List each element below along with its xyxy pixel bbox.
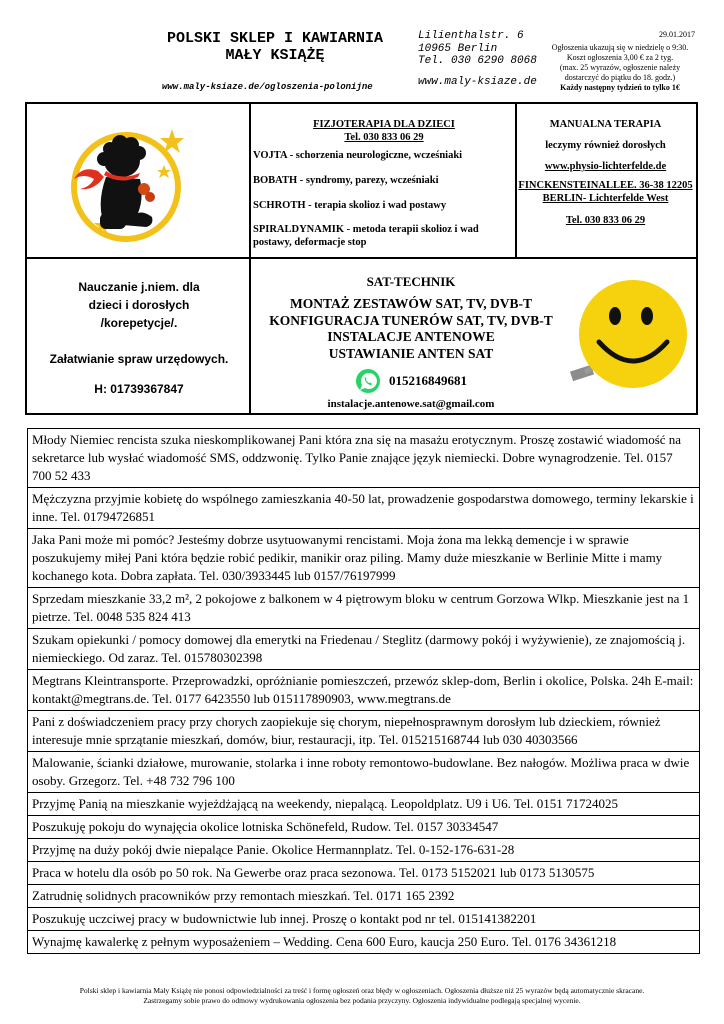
shop-title-line1: POLSKI SKLEP I KAWIARNIA [166, 30, 384, 47]
manual-therapy-ad [518, 118, 693, 227]
info-line: Koszt ogłoszenia 3,00 € za 2 tyg. [566, 53, 674, 62]
sat-line: INSTALACJE ANTENOWE [327, 329, 495, 344]
physio-title: FIZJOTERAPIA DLA DZIECI [313, 119, 455, 130]
tutoring-ad [30, 278, 248, 398]
manual-title: MANUALNA TERAPIA [549, 119, 662, 130]
manual-phone: Tel. 030 833 06 29 [565, 215, 646, 226]
footer-disclaimer [20, 986, 704, 1006]
ad-pricing-info [545, 30, 695, 93]
grid-divider [515, 104, 517, 257]
classified-ad: Mężczyzna przyjmie kobietę do wspólnego zamieszkania 40-50 lat, prowadzenie gospodarstwa domowego, terminy lekarskie i inne. Tel. 01794726851 [28, 487, 699, 528]
whatsapp-icon [355, 368, 381, 394]
grid-divider [27, 257, 696, 259]
info-line: (max. 25 wyrazów, ogłoszenie należy [559, 63, 681, 72]
classified-ad: Wynajmę kawalerkę z pełnym wyposażeniem – Wedding. Cena 600 Euro, kaucja 250 Euro. Tel. 0176 34361218 [28, 930, 699, 953]
tutor-line: Załatwianie spraw urzędowych. [49, 352, 229, 366]
info-line: Ogłoszenia ukazują się w niedzielę o 9:30. [551, 43, 689, 52]
classified-ad: Malowanie, ścianki działowe, murowanie, stolarka i inne roboty remontowo-budowlane. Bez nałogów. Możliwa praca w dwie osoby. Grzegorz. Tel. +48 732 796 100 [28, 751, 699, 792]
tutor-phone: H: 01739367847 [94, 382, 184, 396]
little-prince-logo [60, 115, 200, 255]
sat-phone: 015216849681 [389, 373, 467, 388]
shop-title [140, 30, 410, 64]
physio-item: SPIRALDYNAMIK - metoda terapii skolioz i wad postawy, deformacje stop [253, 224, 479, 248]
classified-ad: Megtrans Kleintransporte. Przeprowadzki, opróżnianie pomieszczeń, przewóz sklep-dom, Berlin i okolice, Polska. 24h E-mail: kontakt@megtrans.de. Tel. 0177 6423550 lub 015117890903, www.megtrans.de [28, 669, 699, 710]
sat-line: MONTAŻ ZESTAWÓW SAT, TV, DVB-T [289, 296, 533, 311]
shop-url[interactable]: www.maly-ksiaze.de/ogloszenia-polonijne [162, 82, 373, 92]
classified-ad: Przyjmę Panią na mieszkanie wyjeżdżającą na weekendy, niepalącą. Leopoldplatz. U9 i U6. Tel. 0151 71724025 [28, 792, 699, 815]
sat-technik-ad [255, 274, 567, 410]
classified-ad: Praca w hotelu dla osób po 50 rok. Na Gewerbe oraz praca sezonowa. Tel. 0173 5152021 lub 0173 5130575 [28, 861, 699, 884]
physio-item: SCHROTH - terapia skolioz i wad postawy [253, 200, 447, 211]
classified-ad: Pani z doświadczeniem pracy przy chorych zaopiekuje się chorym, niepełnosprawnym dorosłym lub dzieckiem, również interesuje mnie sprzątanie mieszkań, domów, biur, restauracji, itp. Tel. 015215168744 lub 030 40303566 [28, 710, 699, 751]
classified-ad: Poszukuję pokoju do wynajęcia okolice lotniska Schönefeld, Rudow. Tel. 0157 30334547 [28, 815, 699, 838]
address-street: Lilienthalstr. 6 [418, 30, 524, 42]
shop-address [418, 30, 537, 68]
manual-www-link[interactable]: www.physio-lichterfelde.de [544, 161, 667, 172]
sat-line: USTAWIANIE ANTEN SAT [328, 345, 494, 361]
physio-phone: Tel. 030 833 06 29 [344, 132, 424, 143]
classified-ad: Zatrudnię solidnych pracowników przy remontach mieszkań. Tel. 0171 165 2392 [28, 884, 699, 907]
satellite-dish-smiley-icon [565, 272, 693, 402]
info-line: dostarczyć do piątku do 18. godz.) [564, 73, 676, 82]
classified-ad: Sprzedam mieszkanie 33,2 m², 2 pokojowe z balkonem w 4 piętrowym bloku w centrum Gorzowa Wlkp. Mieszkanie jest na 1 pietrze. Tel. 0048 535 824 413 [28, 587, 699, 628]
physio-item: VOJTA - schorzenia neurologiczne, wcześniaki [253, 150, 463, 161]
classified-ad: Jaka Pani może mi pomóc? Jesteśmy dobrze usytuowanymi rencistami. Moja żona ma lekką demencje i w sprawie poszukujemy miłej Pani która będzie robić pedikir, manikir oraz piling. Mamy duże mieszkanie w Berlinie Mitte i mamy kochanego kota. Dobra zapłata. Tel. 030/3933445 lub 0157/76197999 [28, 528, 699, 587]
physio-children-ad [253, 118, 515, 249]
tutor-line: dzieci i dorosłych [88, 298, 190, 312]
shop-title-line2: MAŁY KSIĄŻĘ [225, 47, 325, 64]
classified-ad: Przyjmę na duży pokój dwie niepalące Panie. Okolice Hermannplatz. Tel. 0-152-176-631-28 [28, 838, 699, 861]
sat-title: SAT-TECHNIK [366, 274, 456, 289]
tutor-line: Nauczanie j.niem. dla [78, 280, 200, 294]
manual-subtitle: leczymy również dorosłych [545, 140, 666, 151]
sat-email[interactable]: instalacje.antenowe.sat@gmail.com [327, 398, 495, 410]
issue-date: 29.01.2017 [659, 30, 695, 39]
physio-item: BOBATH - syndromy, parezy, wcześniaki [253, 175, 439, 186]
info-line-last: Każdy następny tydzień to tylko 1€ [560, 83, 680, 92]
address-phone: Tel. 030 6290 8068 [418, 55, 537, 67]
classified-ad: Młody Niemiec rencista szuka nieskomplikowanej Pani która zna się na masażu erotycznym. Proszę zostawić wiadomość na sekretarce lub wysłać wiadomość SMS, oddzwonię. Tylko Panie znające język niemiecki. Dobre wynagrodzenie. Tel. 0157 700 52 433 [32, 432, 682, 483]
classified-ad: Szukam opiekunki / pomocy domowej dla emerytki na Friedenau / Steglitz (darmowy pokój i wyżywienie), ze znajomością j. niemieckiego. Od zaraz. Tel. 015780302398 [28, 628, 699, 669]
address-city: 10965 Berlin [418, 42, 498, 55]
classified-ads-list [27, 428, 700, 954]
sat-line: KONFIGURACJA TUNERÓW SAT, TV, DVB-T [269, 312, 553, 328]
footer-line: Polski sklep i kawiarnia Mały Książę nie ponosi odpowiedzialności za treść i formę ogłoszeń oraz błędy w ogłoszeniach. Ogłoszenia dłuższe niż 25 wyrazów będą automatycznie skracane. [79, 986, 645, 995]
tutor-line: /korepetycje/. [100, 316, 178, 330]
manual-address: FINCKENSTEINALLEE. 36-38 12205 BERLIN- Lichterfelde West [518, 180, 693, 204]
classified-ad: Poszukuję uczciwej pracy w budownictwie lub innej. Proszę o kontakt pod nr tel. 015141382201 [28, 907, 699, 930]
shop-www[interactable]: www.maly-ksiaze.de [418, 76, 537, 88]
footer-line: Zastrzegamy sobie prawo do odmowy wydrukowania ogłoszenia bez podania przyczyny. Ogłoszenia indywidualne podlegają specjalnej wycenie. [143, 996, 581, 1005]
